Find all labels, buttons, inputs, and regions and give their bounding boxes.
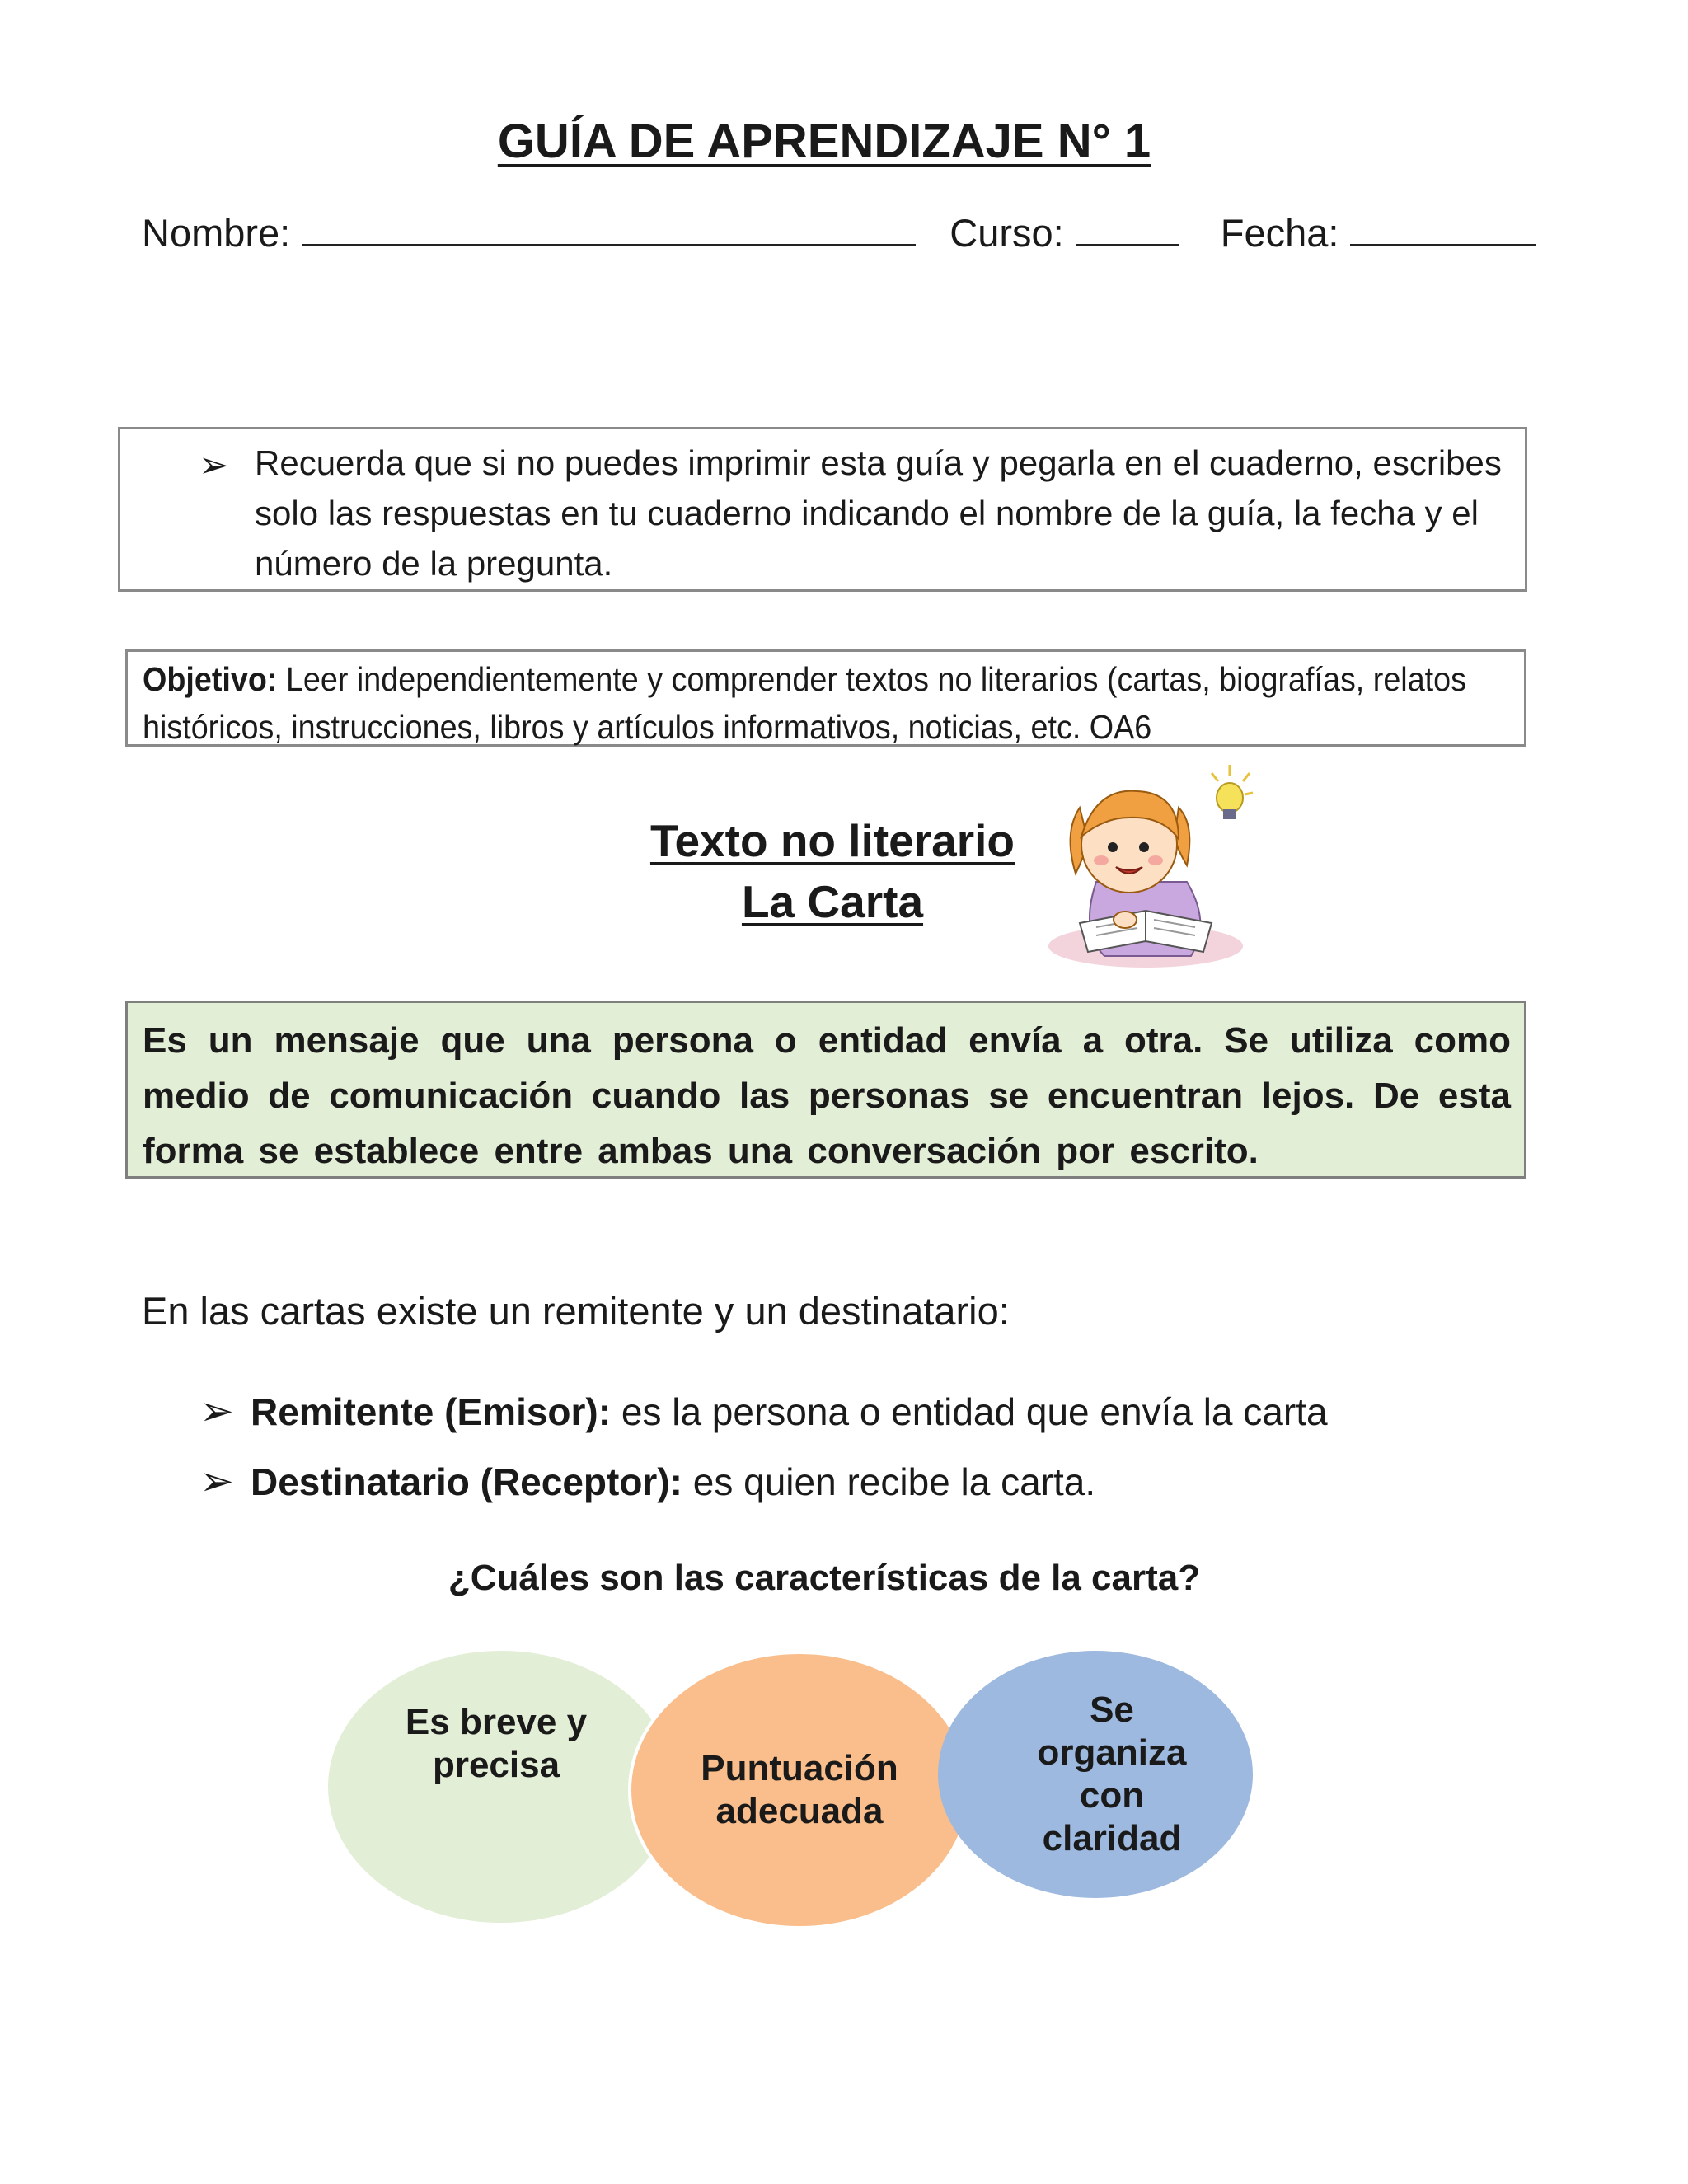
date-blank bbox=[1350, 213, 1536, 246]
page-title: GUÍA DE APRENDIZAJE N° 1 bbox=[497, 115, 1151, 168]
section-subtitle: La Carta bbox=[741, 876, 924, 927]
arrow-bullet-icon: ➢ bbox=[199, 1388, 234, 1434]
name-blank bbox=[302, 213, 916, 246]
characteristic-label: Se organiza con claridad bbox=[1037, 1690, 1187, 1858]
definition-box bbox=[125, 1001, 1526, 1179]
arrow-bullet-icon: ➢ bbox=[199, 445, 229, 485]
definition-text: Es un mensaje que una persona o entidad envía a otra. Se utiliza como medio de comunicación cuando las personas se encuentran lejos. De esta forma se establece entre ambas una conversación por escrito. bbox=[143, 1020, 1511, 1171]
list-item bbox=[199, 1457, 1095, 1505]
objective-body: Leer independientemente y comprender textos no literarios (cartas, biografías, relatos históricos, instrucciones, libros y artículos informativos, noticias, etc. OA6 bbox=[143, 660, 1466, 746]
characteristic-label: Es breve y precisa bbox=[405, 1702, 588, 1785]
arrow-bullet-icon: ➢ bbox=[199, 1458, 234, 1504]
objective-text bbox=[143, 655, 1515, 751]
course-blank bbox=[1076, 213, 1179, 246]
objective-label: Objetivo: bbox=[143, 660, 278, 698]
bullet-term: Remitente (Emisor): bbox=[251, 1390, 612, 1433]
characteristic-circle-clarity bbox=[938, 1651, 1253, 1898]
objective-box bbox=[125, 649, 1526, 747]
bullet-desc: es quien recibe la carta. bbox=[682, 1460, 1096, 1503]
section-title: Texto no literario bbox=[649, 815, 1015, 866]
reminder-text: Recuerda que si no puedes imprimir esta guía y pegarla en el cuaderno, escribes solo las respuestas en tu cuaderno indicando el nombre de la guía, la fecha y el número de la pregunta. bbox=[255, 443, 1502, 583]
intro-text: En las cartas existe un remitente y un destinatario: bbox=[142, 1289, 1010, 1333]
reminder-box bbox=[118, 427, 1527, 592]
girl-reading-icon bbox=[1047, 758, 1261, 981]
lightbulb-icon bbox=[1212, 765, 1253, 819]
list-item bbox=[199, 1387, 1328, 1435]
name-label: Nombre: bbox=[142, 211, 291, 255]
header-fields bbox=[142, 210, 1536, 255]
date-label: Fecha: bbox=[1220, 211, 1339, 255]
characteristic-circle-punctuation bbox=[628, 1651, 971, 1929]
bullet-desc: es la persona o entidad que envía la carta bbox=[611, 1390, 1328, 1433]
characteristic-label: Puntuación adecuada bbox=[701, 1748, 898, 1831]
characteristics-question: ¿Cuáles son las características de la carta? bbox=[448, 1558, 1201, 1598]
bullet-term: Destinatario (Receptor): bbox=[251, 1460, 682, 1503]
characteristic-circle-brief bbox=[328, 1651, 674, 1923]
course-label: Curso: bbox=[950, 211, 1064, 255]
